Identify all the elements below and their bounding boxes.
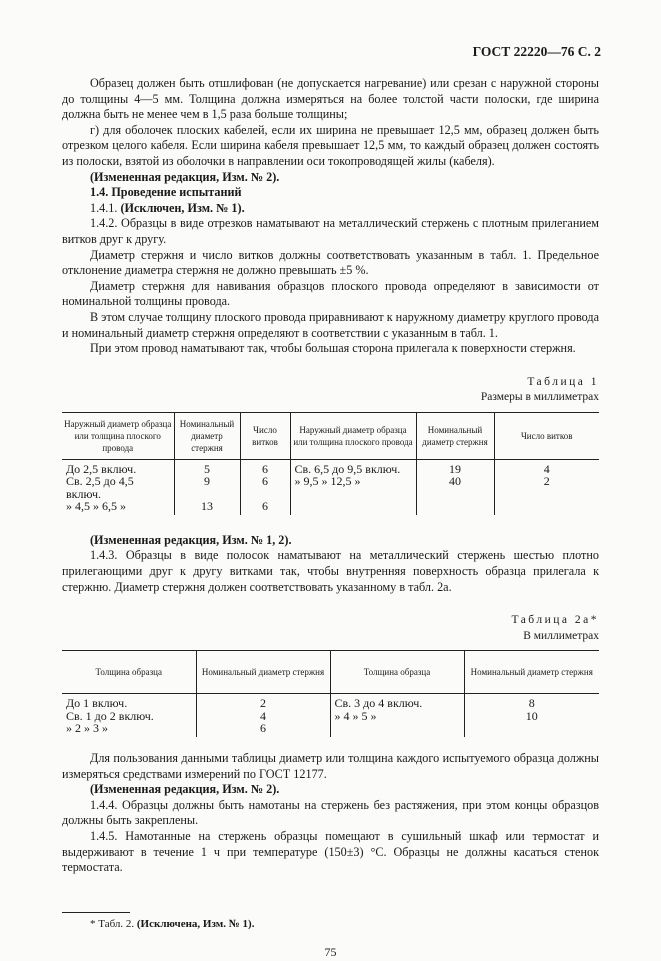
table2-caption: Таблица 2а* bbox=[511, 614, 599, 627]
footnote-text: * Табл. 2. bbox=[90, 917, 135, 930]
table-row bbox=[62, 694, 599, 710]
table1-header: Число витков bbox=[240, 412, 290, 459]
table1-header: Номинальный диаметр стержня bbox=[174, 412, 240, 459]
amendment-note: (Измененная редакция, Изм. № 1, 2). bbox=[90, 532, 292, 547]
table-cell: 19 bbox=[416, 459, 494, 475]
paragraph: В этом случае толщину плоского провода приравнивают к наружному диаметру круглого провода и номинальный диаметр стержня определяют в соответствии с указанным в табл. 1. bbox=[62, 309, 600, 340]
table-cell: Св. 3 до 4 включ. bbox=[330, 694, 464, 710]
paragraph: 1.4.4. Образцы должны быть намотаны на стержень без растяжения, при этом концы образцов должны быть закреплены. bbox=[62, 797, 599, 828]
table2-header: Толщина образца bbox=[62, 651, 196, 694]
table1 bbox=[62, 412, 599, 515]
table-cell: До 1 включ. bbox=[66, 696, 128, 711]
table-cell: 9 bbox=[174, 475, 240, 500]
paragraph: Образец должен быть отшлифован (не допускается нагревание) или срезан с наружной стороны до толщины 4—5 мм. Толщина должна измеряться на более толстой части полоски, где ширина должна быть не менее чем в 1,5 раза больше толщины; bbox=[62, 76, 599, 122]
section-title: 1.4. Проведение испытаний bbox=[90, 185, 242, 200]
clause-number: 1.4.1. bbox=[90, 200, 118, 215]
table-cell: 5 bbox=[174, 459, 240, 475]
table-row bbox=[62, 475, 599, 500]
table-cell bbox=[464, 722, 599, 737]
table-cell: 4 bbox=[494, 459, 599, 475]
table2 bbox=[62, 650, 599, 737]
table1-units: Размеры в миллиметрах bbox=[480, 391, 599, 404]
table-cell bbox=[494, 500, 599, 515]
table-cell: 2 bbox=[196, 694, 330, 710]
paragraph bbox=[62, 201, 599, 217]
table1-header: Наружный диаметр образца или толщина плоского провода bbox=[290, 412, 416, 459]
amendment-note: (Измененная редакция, Изм. № 2). bbox=[90, 782, 280, 797]
paragraph: При этом провод наматывают так, чтобы большая сторона прилегала к поверхности стержня. bbox=[90, 341, 576, 356]
table-cell: Св. 6,5 до 9,5 включ. bbox=[290, 459, 416, 475]
table-cell: 13 bbox=[174, 500, 240, 515]
page-body bbox=[62, 76, 599, 961]
table1-header: Наружный диаметр образца или толщина плоского провода bbox=[62, 412, 174, 459]
table-cell: Св. 2,5 до 4,5 включ. bbox=[66, 474, 134, 501]
paragraph: Для пользования данными таблицы диаметр или толщина каждого испытуемого образца должны измеряться средствами измерений по ГОСТ 12177. bbox=[62, 750, 599, 781]
table-cell: » 9,5 » 12,5 » bbox=[290, 475, 416, 500]
table-row bbox=[62, 710, 599, 723]
table1-header: Номинальный диаметр стержня bbox=[416, 412, 494, 459]
table-cell: 10 bbox=[464, 710, 599, 723]
paragraph: Диаметр стержня и число витков должны соответствовать указанным в табл. 1. Предельное отклонение диаметра стержня не должно превышать ±5 %. bbox=[62, 247, 599, 278]
table-cell: » 2 » 3 » bbox=[66, 721, 108, 736]
paragraph: Диаметр стержня для навивания образцов плоского провода определяют в зависимости от номинальной толщины провода. bbox=[62, 278, 599, 309]
page-header: ГОСТ 22220—76 С. 2 bbox=[472, 44, 601, 59]
table2-header: Номинальный диаметр стержня bbox=[196, 651, 330, 694]
table-row bbox=[62, 722, 599, 737]
table1-header: Число витков bbox=[494, 412, 599, 459]
table-cell bbox=[330, 722, 464, 737]
amendment-note: (Исключен, Изм. № 1). bbox=[120, 200, 245, 215]
table2-units: В миллиметрах bbox=[523, 629, 599, 642]
footnote bbox=[90, 917, 599, 933]
paragraph: 1.4.5. Намотанные на стержень образцы помещают в сушильный шкаф или термостат и выдерживают в течение 1 ч при температуре (150±3) °С. Образцы не должны касаться стенок термостата. bbox=[62, 828, 599, 875]
table-cell: 6 bbox=[240, 500, 290, 515]
table-cell: 6 bbox=[196, 722, 330, 737]
table-cell: » 4 » 5 » bbox=[330, 710, 464, 723]
table-row bbox=[62, 500, 599, 515]
table-cell: 6 bbox=[240, 475, 290, 500]
footnote-divider bbox=[62, 912, 130, 913]
paragraph: 1.4.3. Образцы в виде полосок наматывают на металлический стержень шестью плотно прилегающими друг к другу витками так, чтобы внутренняя поверхность образца прилегала к стержню. Диаметр стержня должен соответствовать указанному в табл. 2а. bbox=[62, 548, 599, 594]
table2-header: Номинальный диаметр стержня bbox=[464, 651, 599, 694]
table-cell: 8 bbox=[464, 694, 599, 710]
table-cell bbox=[416, 500, 494, 515]
table-cell: 6 bbox=[240, 459, 290, 475]
table-cell: » 4,5 » 6,5 » bbox=[66, 499, 126, 514]
paragraph: г) для оболочек плоских кабелей, если их ширина не превышает 12,5 мм, образец должен быть отрезком целого кабеля. Если ширина кабеля превышает 12,5 мм, то каждый образец должен состоять из полоски, взятой из оболочки в направлении оси токопроводящей жилы (кабеля). bbox=[62, 122, 599, 168]
table1-caption-block bbox=[62, 375, 599, 406]
table-row bbox=[62, 459, 599, 475]
table-cell: 40 bbox=[416, 475, 494, 500]
table-cell bbox=[290, 500, 416, 515]
amendment-note: (Измененная редакция, Изм. № 2). bbox=[90, 169, 280, 184]
footnote-note: (Исключена, Изм. № 1). bbox=[136, 917, 255, 930]
table-cell: 2 bbox=[494, 475, 599, 500]
table1-caption: Таблица 1 bbox=[527, 375, 599, 388]
table-cell: До 2,5 включ. bbox=[66, 461, 137, 476]
table-cell: Св. 1 до 2 включ. bbox=[66, 708, 154, 723]
table2-header: Толщина образца bbox=[330, 651, 464, 694]
table2-caption-block bbox=[62, 613, 599, 644]
table-cell: 4 bbox=[196, 710, 330, 723]
paragraph: 1.4.2. Образцы в виде отрезков наматывают на металлический стержень с плотным прилеганием витков друг к другу. bbox=[62, 216, 599, 246]
page-number: 75 bbox=[324, 945, 337, 960]
